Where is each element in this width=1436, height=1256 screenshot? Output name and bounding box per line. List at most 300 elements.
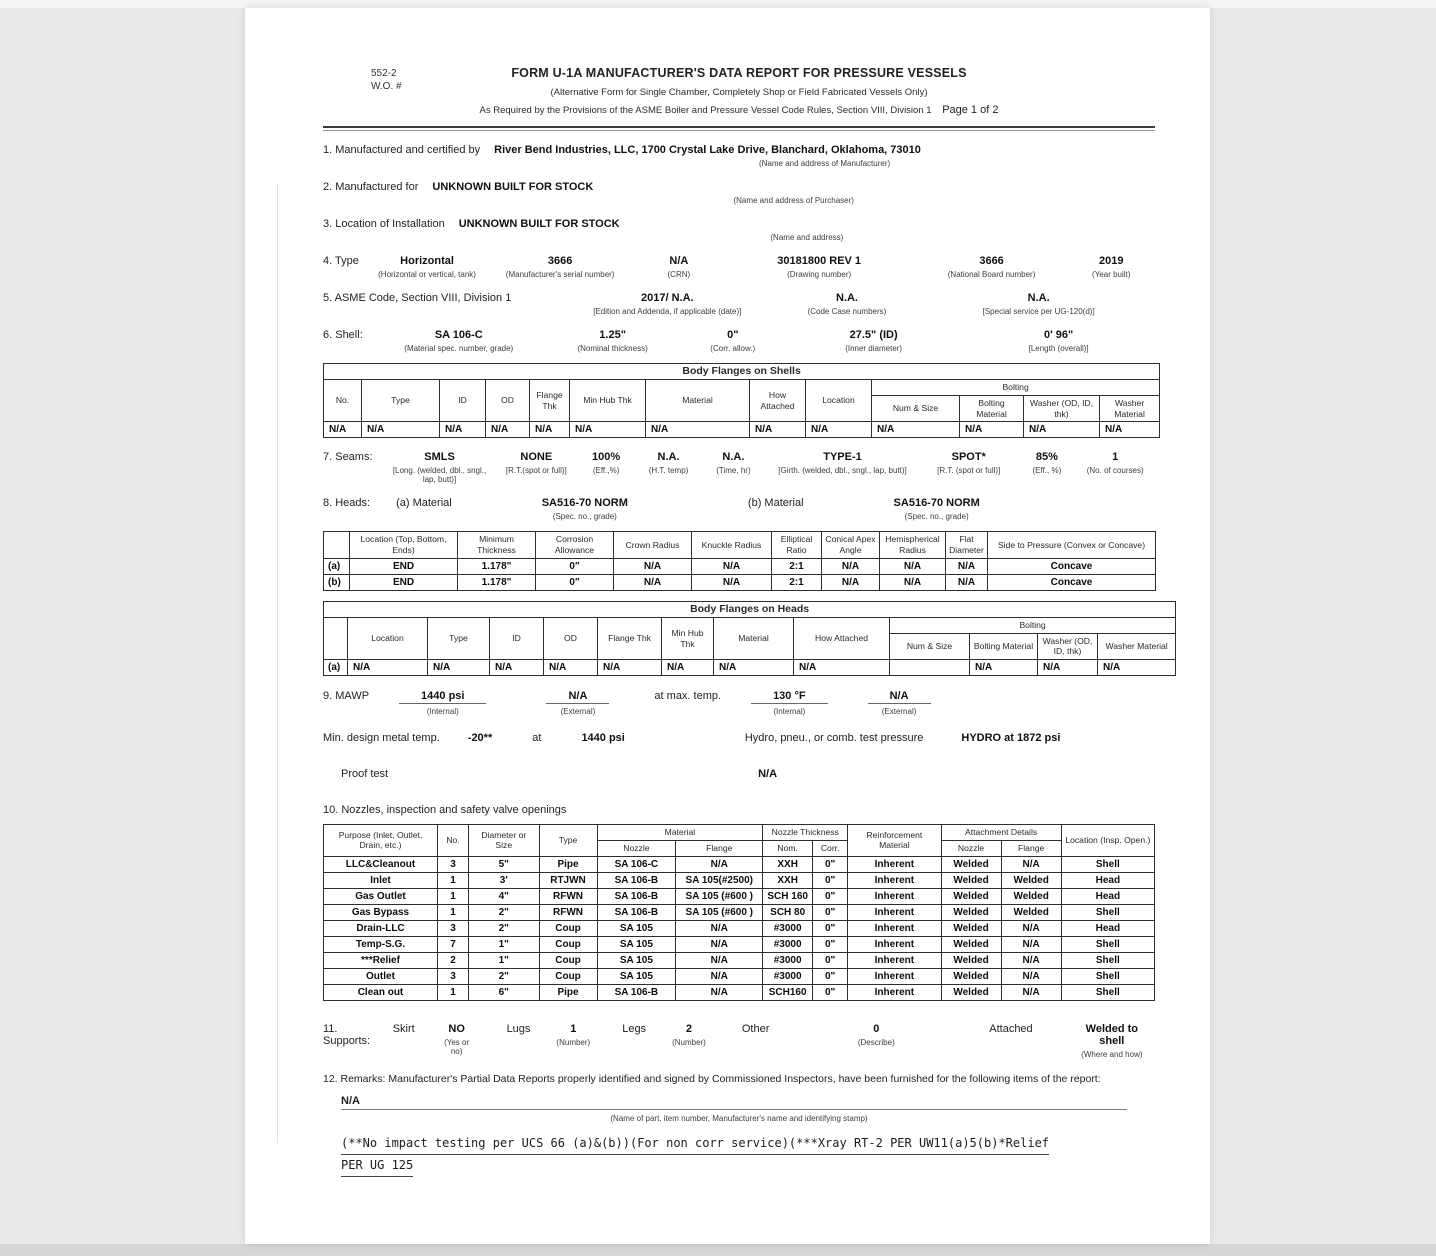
field-caption: (Code Case numbers) [807, 307, 887, 316]
table-cell: SA 106-B [597, 872, 676, 888]
field-value: 27.5" (ID) [849, 329, 898, 341]
field-caption: [Edition and Addenda, if applicable (date)] [593, 307, 742, 316]
table-cell: N/A [570, 422, 646, 438]
table-cell: N/A [714, 660, 794, 676]
form-field [1067, 255, 1155, 279]
table-cell: N/A [946, 574, 988, 590]
item-supports [323, 1023, 1155, 1059]
field-valcol [459, 218, 1155, 242]
table-cell: N/A [362, 422, 440, 438]
lugs-label: Lugs [506, 1022, 531, 1035]
table-cell: Welded [941, 888, 1001, 904]
form-field [723, 255, 916, 279]
table-cell: SA 105 (#600 ) [676, 904, 763, 920]
legs-field [672, 1023, 706, 1047]
bolting-group-header: Bolting [890, 617, 1176, 633]
field-label: 2. Manufactured for [323, 181, 419, 193]
table-cell: N/A [806, 422, 872, 438]
table-cell: Pipe [539, 984, 597, 1000]
field-caption: [Length (overall)] [1028, 344, 1089, 353]
field-label: 3. Location of Installation [323, 218, 445, 230]
table-cell: Inlet [324, 872, 438, 888]
max-temp-external-value: N/A [868, 690, 931, 704]
nozzle-row [324, 920, 1155, 936]
field-caption: (Year built) [1092, 270, 1131, 279]
nozzle-thickness-group-header: Nozzle Thickness [763, 825, 848, 841]
col-header [324, 617, 348, 659]
item-nozzles [323, 800, 1155, 1000]
table-cell: 0" [813, 904, 848, 920]
table-cell: 2 [437, 952, 468, 968]
col-header: How Attached [794, 617, 890, 659]
nozzle-row [324, 904, 1155, 920]
item-manufacturer [323, 144, 1155, 168]
field-caption: (Eff.,%) [592, 466, 620, 476]
table-cell: Head [1061, 920, 1154, 936]
table-cell: Welded [941, 952, 1001, 968]
field-caption: (External) [560, 707, 596, 717]
col-header: Bolting Material [970, 633, 1038, 659]
item-manufactured-for [323, 181, 1155, 205]
mawp-internal-value: 1440 psi [399, 690, 486, 704]
nozzle-row [324, 968, 1155, 984]
item-mdmt [323, 732, 1155, 744]
attached-field [1075, 1023, 1149, 1059]
skirt-field [439, 1023, 475, 1056]
table-cell: 1" [469, 936, 539, 952]
table-cell: 2:1 [772, 574, 822, 590]
form-subtitle-2-row [323, 104, 1155, 116]
table-cell: 2" [469, 968, 539, 984]
table-cell: N/A [872, 422, 960, 438]
field-value: SA 106-C [434, 329, 483, 341]
table-row [324, 558, 1156, 574]
col-header: Nom. [763, 840, 813, 856]
heads-table [323, 531, 1156, 590]
table-cell: N/A [676, 920, 763, 936]
col-header: Purpose (Inlet, Outlet, Drain, etc.) [324, 825, 438, 856]
table-cell: 3 [437, 968, 468, 984]
table-cell: 1 [437, 888, 468, 904]
table-cell: N/A [1001, 936, 1061, 952]
table-cell: XXH [763, 872, 813, 888]
skirt-value: NO [448, 1022, 465, 1035]
col-header: Nozzle [597, 840, 676, 856]
field-caption: (Name and address) [770, 233, 844, 242]
shell-fields [373, 329, 1155, 353]
table-cell: ***Relief [324, 952, 438, 968]
table-cell: N/A [750, 422, 806, 438]
table-cell: N/A [1001, 856, 1061, 872]
col-header: ID [490, 617, 544, 659]
table-cell: Temp-S.G. [324, 936, 438, 952]
table-cell: SA 105 [597, 936, 676, 952]
field-value: 1 [1112, 451, 1119, 464]
table-cell: 3 [437, 856, 468, 872]
mawp-internal-field [399, 690, 486, 716]
form-field [766, 451, 919, 484]
heads-a-label: (a) Material [396, 497, 452, 510]
form-field [701, 451, 766, 484]
item-type [323, 255, 1155, 279]
table-cell: 1 [437, 904, 468, 920]
table-cell: Coup [539, 920, 597, 936]
table-cell: N/A [960, 422, 1024, 438]
table-title: Body Flanges on Heads [324, 601, 1176, 617]
attached-value: Welded to shell [1085, 1022, 1139, 1047]
table-cell: 0" [536, 574, 614, 590]
table-cell: RFWN [539, 888, 597, 904]
item-asme-code [323, 292, 1155, 316]
col-header: OD [486, 380, 530, 422]
table-cell: Inherent [848, 952, 941, 968]
field-caption: (Internal) [426, 707, 459, 717]
table-cell: 4" [469, 888, 539, 904]
col-header: Material [714, 617, 794, 659]
heads-b-label: (b) Material [747, 497, 804, 510]
table-cell: N/A [614, 558, 692, 574]
field-caption: (H.T. temp) [648, 466, 689, 476]
field-caption: (Spec. no., grade) [904, 512, 969, 522]
item-installation-location [323, 218, 1155, 242]
field-label: 5. ASME Code, Section VIII, Division 1 [323, 292, 512, 304]
col-header: Elliptical Ratio [772, 532, 822, 558]
wo-label: W.O. # [371, 80, 402, 92]
field-caption: (Describe) [857, 1037, 895, 1047]
table-cell: N/A [486, 422, 530, 438]
form-field [772, 292, 923, 316]
asme-fields [563, 292, 1155, 316]
mdmt-value: -20** [467, 732, 493, 745]
field-caption: (Horizontal or vertical, tank) [378, 270, 476, 279]
form-title: FORM U-1A MANUFACTURER'S DATA REPORT FOR PRESSURE VESSELS [511, 66, 967, 80]
table-cell: Concave [988, 574, 1156, 590]
form-field [635, 255, 723, 279]
table-cell: #3000 [763, 936, 813, 952]
field-caption: [R.T.(spot or full)] [505, 466, 567, 476]
form-field [1075, 451, 1155, 484]
table-cell: SA 105 [597, 952, 676, 968]
col-header: Corrosion Allowance [536, 532, 614, 558]
table-cell: N/A [676, 968, 763, 984]
table-cell: Coup [539, 952, 597, 968]
col-header: Crown Radius [614, 532, 692, 558]
col-header: Flange [1001, 840, 1061, 856]
field-value: N.A. [657, 451, 680, 464]
bottom-strip [0, 1244, 1436, 1256]
field-caption: (Number) [556, 1037, 591, 1047]
item-seams [323, 451, 1155, 484]
table-row [324, 660, 1176, 676]
table-cell: Inherent [848, 968, 941, 984]
nozzles-label: 10. Nozzles, inspection and safety valve openings [323, 804, 567, 817]
field-value: 100% [592, 451, 621, 464]
field-value: 2019 [1098, 255, 1124, 267]
hydro-value: HYDRO at 1872 psi [961, 732, 1061, 745]
field-label: 6. Shell: [323, 329, 363, 341]
field-caption: [Special service per UG-120(d)] [982, 307, 1095, 316]
col-header: Reinforcement Material [848, 825, 941, 856]
table-cell: N/A [646, 422, 750, 438]
table-row [324, 574, 1156, 590]
table-cell: #3000 [763, 968, 813, 984]
remarks-label: 12. Remarks: Manufacturer's Partial Data Reports properly identified and signed by Commissioned Inspectors, have been furnished for the following items of the report: [323, 1072, 1101, 1085]
typed-note [341, 1133, 1155, 1178]
field-caption: (Eff., %) [1032, 466, 1062, 476]
table-cell: Outlet [324, 968, 438, 984]
table-cell: 0" [813, 936, 848, 952]
purchaser-value: UNKNOWN BUILT FOR STOCK [432, 181, 594, 193]
hydro-label: Hydro, pneu., or comb. test pressure [744, 732, 924, 745]
skirt-label: Skirt [392, 1022, 415, 1035]
table-cell: N/A [676, 936, 763, 952]
table-cell: N/A [428, 660, 490, 676]
field-caption: (No. of courses) [1086, 466, 1144, 476]
table-cell: END [350, 574, 458, 590]
attached-label: Attached [989, 1022, 1033, 1035]
table-title: Body Flanges on Shells [324, 364, 1160, 380]
table-cell: 5" [469, 856, 539, 872]
table-cell: Welded [1001, 904, 1061, 920]
table-cell: SA 106-B [597, 888, 676, 904]
table-cell: Welded [941, 936, 1001, 952]
table-cell: SA 106-B [597, 984, 676, 1000]
col-header: Conical Apex Angle [822, 532, 880, 558]
nozzle-row [324, 888, 1155, 904]
field-value: N.A. [1027, 292, 1050, 304]
nozzle-row [324, 856, 1155, 872]
table-cell: Gas Bypass [324, 904, 438, 920]
col-header: Side to Pressure (Convex or Concave) [988, 532, 1156, 558]
table-cell: N/A [662, 660, 714, 676]
field-value: 3666 [547, 255, 573, 267]
field-caption: (Material spec. number, grade) [404, 344, 514, 353]
col-header: Flat Diameter [946, 532, 988, 558]
table-cell: N/A [1001, 968, 1061, 984]
col-header: Type [428, 617, 490, 659]
form-field [919, 451, 1018, 484]
table-cell: SA 105 [597, 920, 676, 936]
field-value: TYPE-1 [823, 451, 862, 464]
field-value: SPOT* [951, 451, 986, 464]
table-cell: Coup [539, 968, 597, 984]
form-field [545, 329, 681, 353]
at-max-temp-label: at max. temp. [654, 690, 722, 703]
table-cell: Inherent [848, 856, 941, 872]
form-field [563, 292, 772, 316]
max-temp-internal-value: 130 °F [751, 690, 828, 704]
type-fields [369, 255, 1155, 279]
field-label: 4. Type [323, 255, 359, 267]
col-header: Min Hub Thk [662, 617, 714, 659]
field-caption: (Drawing number) [787, 270, 852, 279]
max-temp-external-field [868, 690, 931, 716]
table-cell: RTJWN [539, 872, 597, 888]
field-caption: (Manufacturer's serial number) [505, 270, 615, 279]
table-cell: Inherent [848, 936, 941, 952]
table-cell: 0" [813, 952, 848, 968]
lugs-field [556, 1023, 590, 1047]
typed-note-line-1: (**No impact testing per UCS 66 (a)&(b))(For non corr service)(***Xray RT-2 PER UW11(a)5(b)*Relief [341, 1133, 1049, 1155]
other-value: 0 [873, 1022, 880, 1035]
document-page [245, 8, 1210, 1244]
col-header: Num & Size [890, 633, 970, 659]
col-header: Location [806, 380, 872, 422]
nozzles-table [323, 824, 1155, 1000]
field-valcol [432, 181, 1155, 205]
table-cell: RFWN [539, 904, 597, 920]
col-header: Washer (OD, ID, thk) [1024, 395, 1100, 421]
table-cell: N/A [692, 574, 772, 590]
table-cell: SA 105(#2500) [676, 872, 763, 888]
table-cell: SCH 80 [763, 904, 813, 920]
legs-value: 2 [685, 1022, 693, 1035]
table-cell: Shell [1061, 904, 1154, 920]
row-label: (b) [324, 574, 350, 590]
table-cell: N/A [1001, 920, 1061, 936]
form-field [485, 255, 635, 279]
col-header: How Attached [750, 380, 806, 422]
nozzle-row [324, 936, 1155, 952]
table-cell: 0" [813, 872, 848, 888]
table-cell: 1 [437, 872, 468, 888]
field-caption: (Time, hr) [716, 466, 751, 476]
table-cell: Head [1061, 888, 1154, 904]
table-cell: Concave [988, 558, 1156, 574]
col-header: Material [646, 380, 750, 422]
heads-a-value: SA516-70 NORM [541, 497, 628, 510]
col-header: Hemispherical Radius [880, 532, 946, 558]
other-field [839, 1023, 913, 1047]
field-caption: (National Board number) [947, 270, 1036, 279]
legs-label: Legs [622, 1022, 647, 1035]
table-cell: 0" [813, 968, 848, 984]
field-caption: (Corr. allow.) [710, 344, 756, 353]
seams-fields [383, 451, 1155, 484]
col-header: Washer Material [1100, 395, 1160, 421]
col-header: Bolting Material [960, 395, 1024, 421]
table-cell: 0" [813, 984, 848, 1000]
table-cell: 0" [813, 920, 848, 936]
row-label: (a) [324, 660, 348, 676]
table-cell: 3 [437, 920, 468, 936]
form-field [916, 255, 1068, 279]
lugs-value: 1 [570, 1022, 577, 1035]
table-cell: Inherent [848, 920, 941, 936]
row-label: (a) [324, 558, 350, 574]
material-group-header: Material [597, 825, 763, 841]
col-header: Flange [676, 840, 763, 856]
heads-a-field [542, 497, 628, 521]
nozzle-row [324, 952, 1155, 968]
form-field [962, 329, 1155, 353]
table-cell: SA 105 [597, 968, 676, 984]
nozzle-row [324, 984, 1155, 1000]
table-cell: N/A [1001, 952, 1061, 968]
table-cell: Shell [1061, 968, 1154, 984]
field-caption: [R.T. (spot or full)] [937, 466, 1001, 476]
item-shell [323, 329, 1155, 353]
table-cell: N/A [676, 952, 763, 968]
col-header: Knuckle Radius [692, 532, 772, 558]
field-value: 30181800 REV 1 [777, 255, 862, 267]
field-value: N/A [669, 255, 689, 267]
col-header: Diameter or Size [469, 825, 539, 856]
table-cell: N/A [946, 558, 988, 574]
field-value: N.A. [722, 451, 745, 464]
field-value: NONE [520, 451, 553, 464]
table-cell: N/A [324, 422, 362, 438]
table-cell: N/A [598, 660, 662, 676]
col-header: Flange Thk [530, 380, 570, 422]
field-caption: (Where and how) [1081, 1049, 1143, 1059]
field-valcol [494, 144, 1155, 168]
col-header: Min Hub Thk [570, 380, 646, 422]
field-value: 85% [1035, 451, 1058, 464]
field-label: 7. Seams: [323, 451, 373, 464]
mawp-external-field [546, 690, 609, 716]
table-cell: Inherent [848, 984, 941, 1000]
table-cell: Clean out [324, 984, 438, 1000]
col-header: Location (Insp. Open.) [1061, 825, 1154, 856]
col-header: Type [362, 380, 440, 422]
table-cell: SCH 160 [763, 888, 813, 904]
table-cell: LLC&Cleanout [324, 856, 438, 872]
table-cell: Welded [941, 904, 1001, 920]
col-header: Washer (OD, ID, thk) [1038, 633, 1098, 659]
field-value: SMLS [424, 451, 455, 464]
table-cell: 1.178" [458, 558, 536, 574]
table-cell: N/A [614, 574, 692, 590]
nozzle-row [324, 872, 1155, 888]
table-cell: Inherent [848, 872, 941, 888]
field-caption: (Number) [672, 1037, 706, 1047]
field-caption: [Girth. (welded, dbl., sngl., lap, butt)] [778, 466, 907, 476]
table-cell: N/A [794, 660, 890, 676]
table-cell: N/A [1001, 984, 1061, 1000]
form-field [636, 451, 701, 484]
form-field [1018, 451, 1075, 484]
mawp-external-value: N/A [546, 690, 609, 704]
top-strip [0, 0, 1436, 8]
form-content [323, 66, 1168, 1177]
table-cell: N/A [490, 660, 544, 676]
field-caption: (Inner diameter) [845, 344, 903, 353]
field-label: 8. Heads: [323, 497, 371, 510]
table-cell: Drain-LLC [324, 920, 438, 936]
table-cell: 2" [469, 904, 539, 920]
table-cell: Pipe [539, 856, 597, 872]
page-indicator: Page 1 of 2 [942, 104, 999, 116]
table-cell [890, 660, 970, 676]
col-header: Flange Thk [598, 617, 662, 659]
installation-value: UNKNOWN BUILT FOR STOCK [458, 218, 620, 230]
table-cell: N/A [970, 660, 1038, 676]
table-cell: N/A [822, 574, 880, 590]
at-label: at [532, 732, 542, 745]
table-cell: 1 [437, 984, 468, 1000]
typed-note-line-2: PER UG 125 [341, 1155, 413, 1177]
form-field [373, 329, 545, 353]
field-label: 1. Manufactured and certified by [323, 144, 481, 156]
form-field [369, 255, 485, 279]
table-cell: N/A [880, 574, 946, 590]
mdmt-label: Min. design metal temp. [323, 732, 440, 745]
max-temp-internal-field [751, 690, 828, 716]
table-cell: XXH [763, 856, 813, 872]
table-cell: SA 105 (#600 ) [676, 888, 763, 904]
bolting-group-header: Bolting [872, 380, 1160, 396]
